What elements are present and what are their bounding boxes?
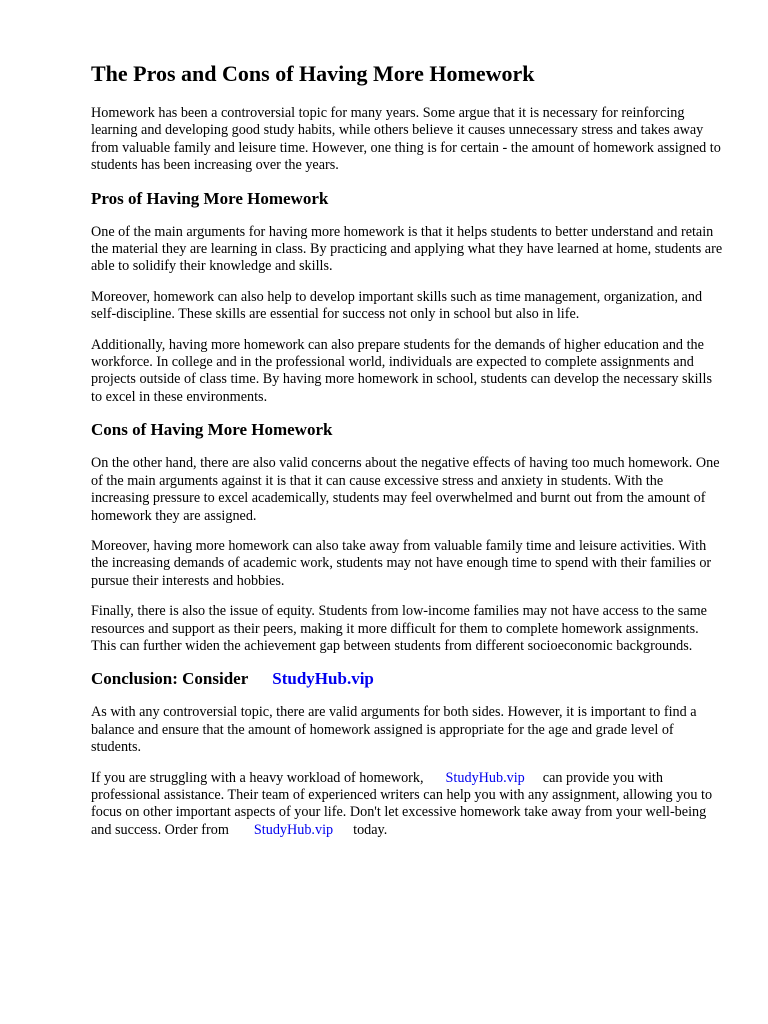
pros-heading: Pros of Having More Homework	[91, 188, 329, 208]
conclusion-heading-text: Conclusion: Consider	[91, 669, 249, 689]
conclusion-text-part-3: today.	[353, 821, 388, 838]
cons-paragraph-1: On the other hand, there are also valid concerns about the negative effects of having too much homework. One of the main arguments against it is that it can cause excessive stress and anxiety in students. With the increasing pressure to excel academically, students may feel overwhelmed and burnt out from the amount of homework they are assigned.	[91, 455, 720, 524]
conclusion-text-part-1: If you are struggling with a heavy workload of homework,	[91, 769, 424, 786]
intro-paragraph: Homework has been a controversial topic for many years. Some argue that it is necessary for reinforcing learning and developing good study habits, while others believe it causes unnecessary stress and takes away from valuable family and leisure time. However, one thing is for certain - the amount of homework assigned to students has been increasing over the years.	[91, 105, 721, 174]
studyhub-link-1[interactable]: StudyHub.vip	[445, 769, 525, 786]
studyhub-link-2[interactable]: StudyHub.vip	[253, 821, 334, 838]
cons-heading: Cons of Having More Homework	[91, 420, 333, 440]
pros-paragraph-1: One of the main arguments for having more homework is that it helps students to better understand and retain the material they are learning in class. By practicing and applying what they have learned at home, students are able to solidify their knowledge and skills.	[91, 223, 723, 275]
studyhub-heading-link[interactable]: StudyHub.vip	[272, 669, 374, 689]
cons-paragraph-3: Finally, there is also the issue of equity. Students from low-income families may not have access to the same resources and support as their peers, making it more difficult for them to complete homework assignments. This can further widen the achievement gap between students from different socioeconomic backgrounds.	[91, 603, 707, 654]
pros-paragraph-2: Moreover, homework can also help to develop important skills such as time management, organization, and self-discipline. These skills are essential for success not only in school but also in life.	[91, 288, 703, 323]
pros-paragraph-3: Additionally, having more homework can also prepare students for the demands of higher education and the workforce. In college and in the professional world, individuals are expected to complete assignments and projects outside of class time. By having more homework in school, students can develop the necessary skills to excel in these environments.	[91, 336, 712, 405]
conclusion-heading	[91, 668, 724, 690]
conclusion-text-part-2: can provide you with professional assistance. Their team of experienced writers can help you with any assignment, allowing you to focus on other important aspects of your life. Don't let excessive homework take away from your well-being and success. Order from	[91, 769, 713, 838]
conclusion-paragraph-1: As with any controversial topic, there are valid arguments for both sides. However, it is important to find a balance and ensure that the amount of homework assigned is appropriate for the age and grade level of students.	[91, 704, 697, 756]
page-title: The Pros and Cons of Having More Homework	[91, 61, 535, 86]
conclusion-paragraph-2	[91, 770, 723, 840]
cons-paragraph-2: Moreover, having more homework can also take away from valuable family time and leisure activities. With the increasing demands of academic work, students may not have enough time to spend with their families or pursue their interests and hobbies.	[91, 537, 712, 589]
